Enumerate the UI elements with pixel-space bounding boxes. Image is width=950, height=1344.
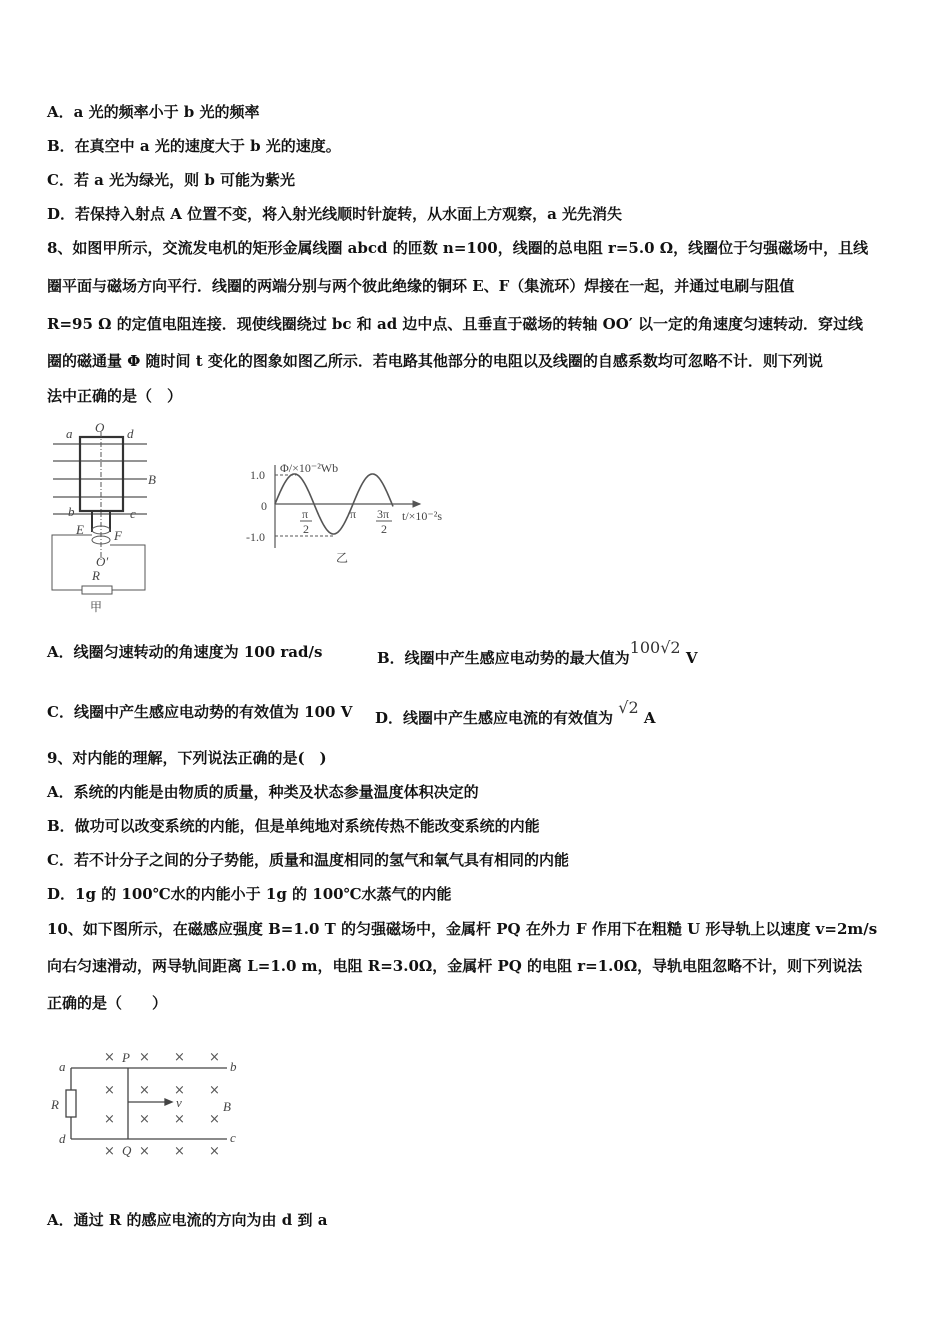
svg-text:E: E xyxy=(76,522,84,537)
q8-option-a: A．线圈匀速转动的角速度为 100 rad/s xyxy=(47,643,323,661)
q7-option-a: A．a 光的频率小于 b 光的频率 xyxy=(47,103,260,121)
figure-yi-flux-graph xyxy=(275,465,420,548)
field-cross-icon: × xyxy=(174,1050,185,1065)
svg-text:π: π xyxy=(302,507,309,521)
q10-stem-line: 向右匀速滑动，两导轨间距离 L=1.0 m，电阻 R=3.0Ω，金属杆 PQ 的电阻 r=1.0Ω，导轨电阻忽略不计，则下列说法 xyxy=(47,957,863,975)
svg-text:-1.0: -1.0 xyxy=(246,530,265,544)
q7-option-d: D．若保持入射点 A 位置不变，将入射光线顺时针旋转，从水面上方观察，a 光先消失 xyxy=(47,205,623,223)
q10-figure-labels xyxy=(50,1050,237,1158)
q8-option-d-unit: A xyxy=(643,709,656,727)
svg-text:a: a xyxy=(59,1059,66,1074)
svg-text:Φ/×10⁻²Wb: Φ/×10⁻²Wb xyxy=(280,461,339,475)
field-cross-icon: × xyxy=(209,1144,220,1159)
q9-option-c: C．若不计分子之间的分子势能，质量和温度相同的氢气和氧气具有相同的内能 xyxy=(47,851,569,869)
q8-option-b xyxy=(377,638,698,668)
svg-text:R: R xyxy=(92,568,100,583)
q10-stem-line: 10、如下图所示，在磁感应强度 B=1.0 T 的匀强磁场中，金属杆 PQ 在外力 F 作用下在粗糙 U 形导轨上以速度 v=2m/s xyxy=(47,920,878,938)
field-cross-icon: × xyxy=(139,1112,150,1127)
magnetic-field-crosses xyxy=(104,1050,220,1159)
field-cross-icon: × xyxy=(174,1112,185,1127)
field-cross-icon: × xyxy=(174,1083,185,1098)
field-cross-icon: × xyxy=(104,1144,115,1159)
q8-option-b-text: B．线圈中产生感应电动势的最大值为 xyxy=(377,649,630,667)
q7-option-c: C．若 a 光为绿光，则 b 可能为紫光 xyxy=(47,171,296,189)
q9-option-b: B．做功可以改变系统的内能，但是单纯地对系统传热不能改变系统的内能 xyxy=(47,817,540,835)
svg-text:B: B xyxy=(223,1099,231,1114)
q8-stem-line: 圈平面与磁场方向平行．线圈的两端分别与两个彼此绝缘的铜环 E、F（集流环）焊接在一起，并通过电刷与阻值 xyxy=(47,277,795,295)
q8-stem-line: R=95 Ω 的定值电阻连接．现使线圈绕过 bc 和 ad 边中点、且垂直于磁场的转轴 OO′ 以一定的角速度匀速转动．穿过线 xyxy=(47,315,863,333)
q8-stem-line: 法中正确的是（ ） xyxy=(47,387,183,405)
q8-option-d xyxy=(375,698,656,728)
q8-option-d-text: D．线圈中产生感应电流的有效值为 xyxy=(375,709,614,727)
svg-text:0: 0 xyxy=(261,499,267,513)
svg-text:乙: 乙 xyxy=(336,551,349,565)
q9-option-a: A．系统的内能是由物质的质量，种类及状态参量温度体积决定的 xyxy=(47,783,479,801)
figure-jia-generator xyxy=(52,432,147,594)
svg-text:π: π xyxy=(350,507,357,521)
field-cross-icon: × xyxy=(104,1112,115,1127)
q10-rail-circuit xyxy=(66,1068,227,1139)
svg-text:2: 2 xyxy=(381,522,387,536)
svg-text:b: b xyxy=(230,1059,237,1074)
svg-text:F: F xyxy=(114,528,122,543)
q8-stem-line: 圈的磁通量 Φ 随时间 t 变化的图象如图乙所示．若电路其他部分的电阻以及线圈的自感系数均可忽略不计．则下列说 xyxy=(47,352,823,370)
field-cross-icon: × xyxy=(209,1112,220,1127)
svg-text:3π: 3π xyxy=(377,507,390,521)
q8-option-b-value: 100√2 xyxy=(629,638,681,657)
svg-text:c: c xyxy=(130,506,136,521)
field-cross-icon: × xyxy=(104,1050,115,1065)
field-cross-icon: × xyxy=(139,1083,150,1098)
svg-text:1.0: 1.0 xyxy=(250,468,265,482)
svg-text:v: v xyxy=(176,1095,182,1110)
svg-text:2: 2 xyxy=(303,522,309,536)
q8-stem-line: 8、如图甲所示，交流发电机的矩形金属线圈 abcd 的匝数 n=100，线圈的总电阻 r=5.0 Ω，线圈位于匀强磁场中，且线 xyxy=(47,239,869,257)
svg-text:a: a xyxy=(66,426,73,441)
field-cross-icon: × xyxy=(139,1050,150,1065)
svg-text:B: B xyxy=(148,472,156,487)
q10-option-a: A．通过 R 的感应电流的方向为由 d 到 a xyxy=(47,1211,328,1229)
q10-stem-line: 正确的是（ ） xyxy=(47,994,168,1012)
q8-option-c: C．线圈中产生感应电动势的有效值为 100 V xyxy=(47,703,353,721)
field-cross-icon: × xyxy=(104,1083,115,1098)
q9-stem: 9、对内能的理解，下列说法正确的是( ) xyxy=(47,749,327,767)
q8-option-b-unit: V xyxy=(685,649,698,667)
svg-text:Q: Q xyxy=(122,1143,132,1158)
q9-option-d: D．1g 的 100℃水的内能小于 1g 的 100℃水蒸气的内能 xyxy=(47,885,452,903)
svg-text:c: c xyxy=(230,1130,236,1145)
flux-curve xyxy=(275,474,393,534)
svg-text:甲: 甲 xyxy=(90,600,103,614)
q7-option-b: B．在真空中 a 光的速度大于 b 光的速度。 xyxy=(47,137,341,155)
q8-option-d-value: √2 xyxy=(618,698,639,717)
svg-text:b: b xyxy=(68,504,75,519)
svg-text:O′: O′ xyxy=(96,554,109,569)
field-cross-icon: × xyxy=(209,1050,220,1065)
svg-text:t/×10⁻²s: t/×10⁻²s xyxy=(402,509,443,523)
svg-text:d: d xyxy=(59,1131,66,1146)
figure-jia-labels xyxy=(66,420,156,614)
field-cross-icon: × xyxy=(139,1144,150,1159)
field-cross-icon: × xyxy=(174,1144,185,1159)
svg-text:R: R xyxy=(51,1097,59,1112)
svg-text:d: d xyxy=(127,426,134,441)
svg-text:P: P xyxy=(122,1050,130,1065)
svg-text:O: O xyxy=(95,420,105,435)
figure-yi-labels xyxy=(246,461,442,565)
field-cross-icon: × xyxy=(209,1083,220,1098)
